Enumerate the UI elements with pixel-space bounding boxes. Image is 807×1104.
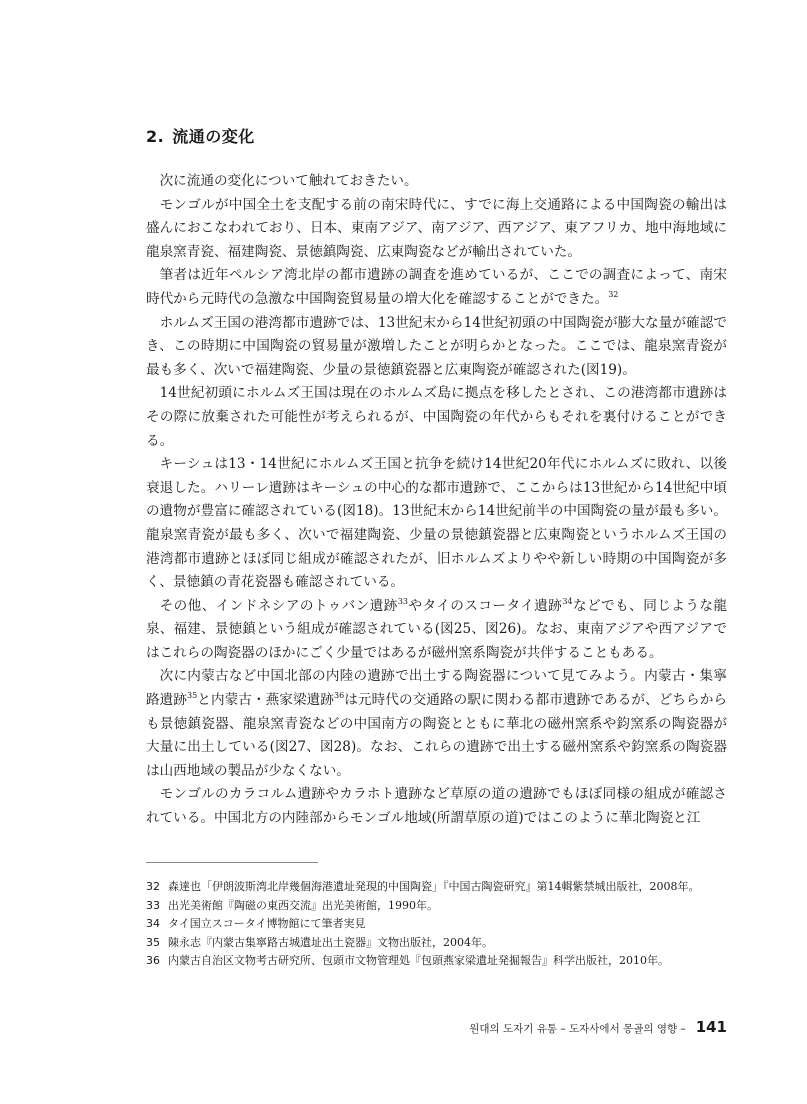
page-number: 141 — [695, 1018, 727, 1036]
paragraph — [146, 665, 727, 783]
footnote — [146, 952, 746, 971]
running-footer-title: 원대의 도자기 유통 – 도자사에서 몽골의 영향 – — [469, 1023, 686, 1035]
footnote-text: 内蒙古自治区文物考古研究所、包頭市文物管理処『包頭燕家梁遺址発掘報告』科学出版社，2010年。 — [168, 954, 669, 968]
paragraph — [146, 194, 727, 265]
body-text — [146, 170, 727, 831]
paragraph — [146, 453, 727, 595]
footnote-ref[interactable]: 33 — [397, 596, 408, 606]
text-run: ホルムズ王国の港湾都市遺跡では、13世紀末から14世紀初頭の中国陶瓷が膨大な量が確認でき、この時期に中国陶瓷の貿易量が激増したことが明らかとなった。ここでは、龍泉窯青瓷が最も多く、次いで福建陶瓷、少量の景徳鎮瓷器と広東陶瓷が確認された(図19)。 — [146, 314, 727, 378]
text-run: キーシュは13・14世紀にホルムズ王国と抗争を続け14世紀20年代にホルムズに敗れ、以後衰退した。ハリーレ遺跡はキーシュの中心的な都市遺跡で、ここからは13世紀から14世紀中頃の遺物が豊富に確認されている(図18)。13世紀末から14世紀前半の中国陶瓷の量が最も多い。龍泉窯青瓷が最も多く、次いで福建陶瓷、少量の景徳鎮瓷器と広東陶瓷というホルムズ王国の港湾都市遺跡とほぼ同じ組成が確認されたが、旧ホルムズよりやや新しい時期の中国陶瓷が多く、景徳鎮の青花瓷器も確認されている。 — [146, 456, 727, 591]
text-run: 筆者は近年ペルシア湾北岸の都市遺跡の調査を進めているが、ここでの調査によって、南宋時代から元時代の急激な中国陶瓷貿易量の増大化を確認することができた。 — [146, 267, 727, 307]
footnote-ref[interactable]: 35 — [187, 691, 198, 701]
section-number: 2. — [146, 127, 165, 146]
paragraph — [146, 595, 727, 666]
text-run: モンゴルが中国全土を支配する前の南宋時代に、すでに海上交通路による中国陶瓷の輸出は盛んにおこなわれており、日本、東南アジア、南アジア、西アジア、東アフリカ、地中海地域に龍泉窯青瓷、福建陶瓷、景徳鎮陶瓷、広東陶瓷などが輸出されていた。 — [146, 196, 727, 260]
text-run: その他、インドネシアのトゥバン遺跡 — [159, 597, 398, 614]
footnote-ref[interactable]: 34 — [562, 596, 573, 606]
text-run: 次に流通の変化について触れておきたい。 — [159, 173, 418, 189]
paragraph — [146, 170, 727, 194]
text-run: と内蒙古・燕家梁遺跡 — [197, 692, 334, 709]
footnote — [146, 915, 746, 934]
paragraph — [146, 312, 727, 383]
paragraph — [146, 382, 727, 453]
footnote-number: 34 — [146, 917, 160, 931]
footnote — [146, 934, 746, 953]
text-run: は元時代の交通路の駅に関わる都市遺跡であるが、どちらからも景徳鎮瓷器、龍泉窯青瓷などの中国南方の陶瓷とともに華北の磁州窯系や鈞窯系の陶瓷器が大量に出土している(図27、図28)。なお、これらの遺跡で出土する磁州窯系や鈞窯系の陶瓷器は山西地域の製品が少なくない。 — [146, 692, 727, 779]
paragraph — [146, 783, 727, 830]
text-run: モンゴルのカラコルム遺跡やカラホト遺跡など草原の道の遺跡でもほぼ同様の組成が確認されている。中国北方の内陸部からモンゴル地域(所謂草原の道)ではこのように華北陶瓷と江 — [146, 786, 727, 827]
footnotes — [146, 878, 746, 971]
footnote — [146, 897, 746, 916]
footnote-number: 35 — [146, 935, 160, 949]
paragraph — [146, 264, 727, 311]
text-run: などでも、同じような龍泉、福建、景徳鎮という組成が確認されている(図25、図26)。なお、東南アジアや西アジアではこれらの陶瓷器のほかにごく少量ではあるが磁州窯系陶瓷が共伴することもある。 — [146, 597, 727, 661]
footnote-ref[interactable]: 32 — [608, 289, 619, 299]
footnote-text: 陳永志『内蒙古集寧路古城遺址出土瓷器』文物出版社，2004年。 — [168, 935, 493, 949]
footnote-text: 出光美術館『陶磁の東西交流』出光美術館，1990年。 — [168, 898, 438, 912]
text-run: やタイのスコータイ遺跡 — [408, 597, 563, 614]
footnote-number: 32 — [146, 880, 160, 893]
running-footer — [469, 1018, 727, 1036]
footnote-text: タイ国立スコータイ博物館にて筆者実見 — [168, 917, 366, 931]
section-title: 流通の変化 — [172, 127, 255, 146]
footnote-number: 36 — [146, 954, 160, 968]
footnote — [146, 878, 746, 897]
footnote-divider — [146, 862, 318, 863]
text-run: 14世紀初頭にホルムズ王国は現在のホルムズ島に拠点を移したとされ、この港湾都市遺跡はその際に放棄された可能性が考えられるが、中国陶瓷の年代からもそれを裏付けることができる。 — [146, 385, 727, 449]
footnote-ref[interactable]: 36 — [334, 691, 345, 701]
section-heading — [146, 124, 255, 147]
footnote-number: 33 — [146, 898, 160, 912]
text-run: 次に内蒙古など中国北部の内陸の遺跡で出土する陶瓷器について見てみよう。内蒙古・集寧路遺跡 — [146, 668, 727, 709]
footnote-text: 森達也「伊朗波斯湾北岸幾個海港遺址発現的中国陶瓷」『中国古陶瓷研究』第14輯紫禁城出版社，2008年。 — [168, 880, 700, 893]
